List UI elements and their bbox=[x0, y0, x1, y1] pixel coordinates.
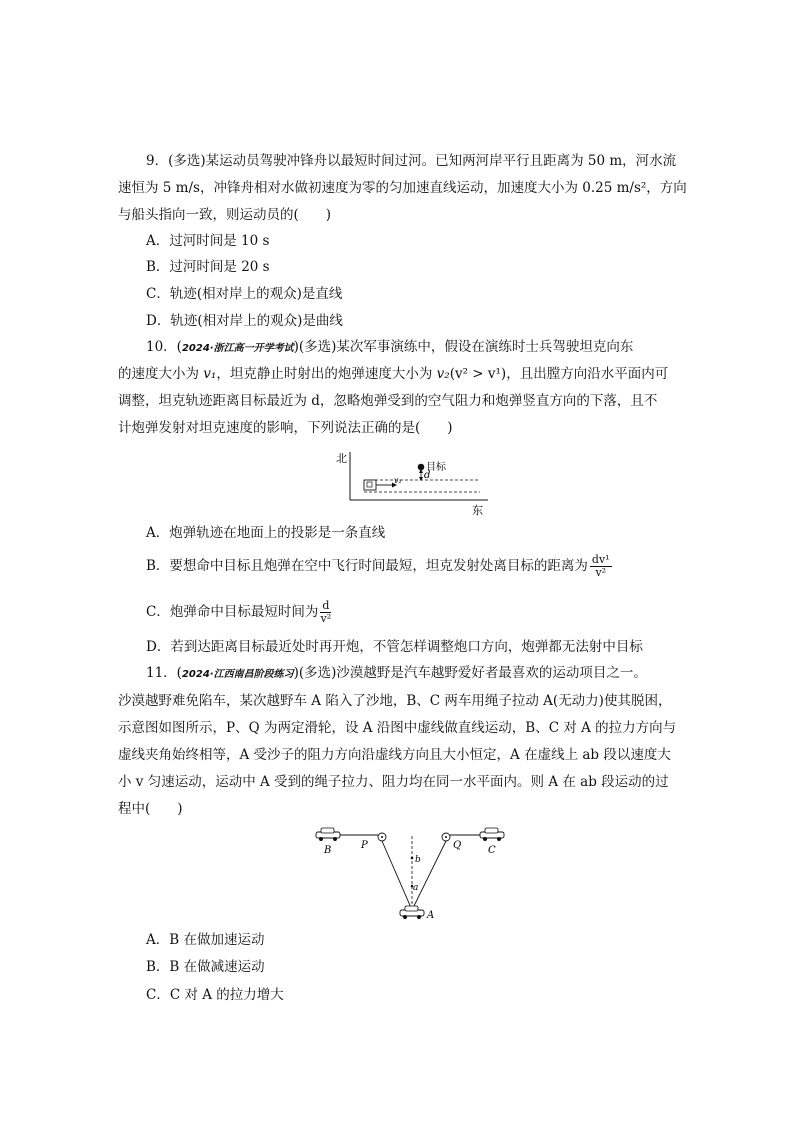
q10-stem-line-2: 的速度大小为 v₁，坦克静止时射出的炮弹速度大小为 v₂(v² > v¹)，且出膛方向沿水平面内可 bbox=[118, 366, 669, 382]
optb-fraction: $\frac{\text{dv¹}}{\text{v²}}$ bbox=[591, 553, 610, 579]
q9-stem-line-3: 与船头指向一致，则运动员的( ) bbox=[118, 207, 332, 223]
label-q: Q bbox=[453, 840, 462, 851]
v1-figure-label: v₁ bbox=[394, 476, 402, 485]
label-c: C bbox=[488, 845, 496, 856]
q9-stem-line-2: 速恒为 5 m/s，冲锋舟相对水做初速度为零的匀加速直线运动，加速度大小为 0.25 m/s²，方向 bbox=[118, 180, 687, 196]
distance-d-label: d bbox=[424, 470, 431, 481]
label-a-point: a bbox=[413, 883, 419, 893]
car-b-icon bbox=[316, 828, 340, 841]
tank-turret-icon bbox=[367, 482, 372, 487]
q10-stem-line-4: 计炮弹发射对坦克速度的影响，下列说法正确的是( ) bbox=[118, 420, 453, 436]
car-c-icon bbox=[480, 828, 504, 841]
rope-p-to-a bbox=[382, 841, 412, 910]
east-label: 东 bbox=[472, 504, 483, 517]
label-a: A bbox=[427, 910, 435, 921]
north-label: 北 bbox=[336, 452, 347, 465]
q11-option-b: B．B 在做减速运动 bbox=[146, 959, 265, 975]
q10-option-b: B．要想命中目标且炮弹在空中飞行时间最短，坦克发射处离目标的距离为 $\frac{\text{dv¹}}{\text{v²}}$ bbox=[146, 553, 610, 579]
q10-stem-line-1 bbox=[146, 338, 633, 358]
label-b-point: b bbox=[415, 855, 421, 865]
q9-option-d: D．轨迹(相对岸上的观众)是曲线 bbox=[146, 313, 343, 329]
q11-number: 11．( bbox=[146, 665, 182, 681]
v2-symbol: v₂ bbox=[436, 366, 450, 382]
label-p: P bbox=[361, 840, 368, 851]
tank-icon bbox=[364, 480, 376, 490]
q10-option-a: A．炮弹轨迹在地面上的投影是一条直线 bbox=[146, 525, 386, 541]
q9-stem-line-1: 9．(多选)某运动员驾驶冲锋舟以最短时间过河。已知两河岸平行且距离为 50 m，河水流 bbox=[146, 153, 677, 169]
q11-pulley-figure bbox=[308, 826, 508, 922]
q11-stem-line-5: 小 v 匀速运动，运动中 A 受到的绳子拉力、阻力均在同一水平面内。则 A 在 ab 段运动的过 bbox=[118, 774, 669, 790]
q10-option-c: C．炮弹命中目标最短时间为 $\frac{d}{\text{v²}}$ bbox=[146, 599, 332, 625]
q10-number: 10．( bbox=[146, 339, 182, 355]
q9-option-a: A．过河时间是 10 s bbox=[146, 233, 270, 249]
q11-stem-line-4: 虚线夹角始终相等，A 受沙子的阻力方向沿虚线方向且大小恒定，A 在虚线上 ab 段以速度大 bbox=[118, 747, 671, 763]
q11-stem-line-2: 沙漠越野难免陷车，某次越野车 A 陷入了沙地，B、C 两车用绳子拉动 A(无动力)使其脱困， bbox=[118, 693, 672, 709]
car-a-icon bbox=[400, 906, 424, 919]
q11-source-tag: 2024·江西南昌阶段练习 bbox=[181, 669, 294, 680]
q10-stem-line-1-rest: )(多选)某次军事演练中，假设在演练时士兵驾驶坦克向东 bbox=[293, 339, 634, 355]
point-b-dot bbox=[411, 857, 414, 860]
rope-q-to-a bbox=[412, 841, 446, 910]
q11-option-c: C．C 对 A 的拉力增大 bbox=[146, 987, 284, 1003]
target-label: 目标 bbox=[426, 462, 446, 473]
q11-option-a: A．B 在做加速运动 bbox=[146, 932, 265, 948]
q10-source-tag: 2024·浙江高一开学考试 bbox=[181, 343, 294, 354]
q11-stem-line-3: 示意图如图所示，P、Q 为两定滑轮，设 A 沿图中虚线做直线运动，B、C 对 A 的拉力方向与 bbox=[118, 720, 677, 736]
q9-option-c: C．轨迹(相对岸上的观众)是直线 bbox=[146, 286, 343, 302]
q10-stem-line-3: 调整，坦克轨迹距离目标最近为 d，忽略炮弹受到的空气阻力和炮弹竖直方向的下落，且不 bbox=[118, 393, 658, 409]
q11-stem-line-6: 程中( ) bbox=[118, 801, 183, 817]
label-b: B bbox=[324, 845, 332, 856]
v1-symbol: v₁ bbox=[203, 366, 217, 382]
q11-stem-line-1-rest: )(多选)沙漠越野是汽车越野爱好者最喜欢的运动项目之一。 bbox=[293, 665, 647, 681]
q11-stem-line-1 bbox=[146, 664, 647, 684]
q10-tank-target-figure bbox=[330, 448, 495, 520]
q9-option-b: B．过河时间是 20 s bbox=[146, 259, 270, 275]
q10-option-d: D．若到达距离目标最近处时再开炮，不管怎样调整炮口方向，炮弹都无法射中目标 bbox=[146, 639, 643, 655]
optc-fraction: $\frac{d}{\text{v²}}$ bbox=[320, 599, 332, 625]
